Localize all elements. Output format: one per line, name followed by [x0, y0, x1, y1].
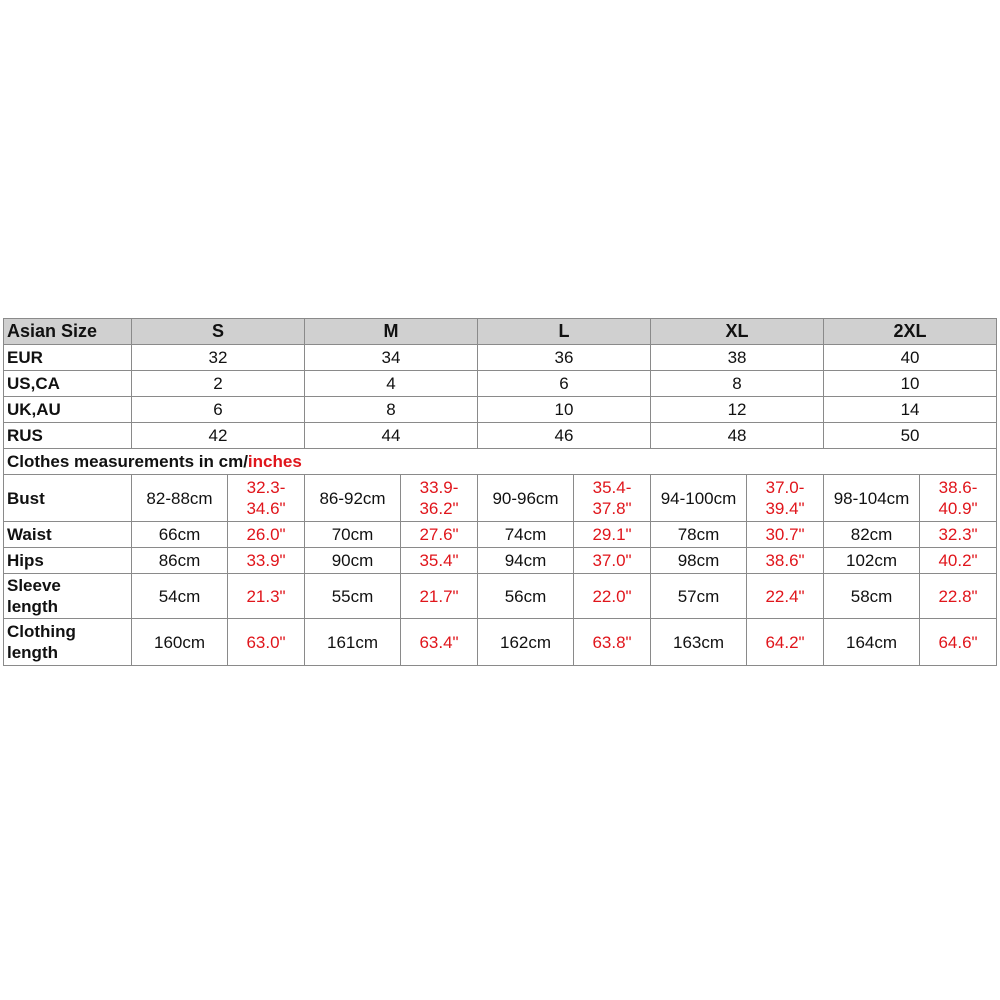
table-cell: 10 — [478, 397, 651, 423]
cm-cell: 57cm — [651, 574, 747, 619]
inch-cell: 22.8" — [920, 574, 997, 619]
cm-cell: 98cm — [651, 548, 747, 574]
measurement-row-hips — [4, 548, 997, 574]
conversion-row — [4, 423, 997, 449]
cm-cell: 94cm — [478, 548, 574, 574]
size-chart-table — [3, 318, 997, 666]
cm-cell: 160cm — [132, 619, 228, 666]
cm-cell: 70cm — [305, 522, 401, 548]
cm-cell: 163cm — [651, 619, 747, 666]
inch-cell: 32.3" — [920, 522, 997, 548]
row-label: EUR — [4, 345, 132, 371]
cm-cell: 90cm — [305, 548, 401, 574]
inch-cell: 30.7" — [747, 522, 824, 548]
cm-cell: 58cm — [824, 574, 920, 619]
inch-line: 35.4- — [592, 478, 632, 497]
table-cell: 14 — [824, 397, 997, 423]
inch-line: 39.4" — [765, 499, 805, 518]
cm-cell: 164cm — [824, 619, 920, 666]
row-label-line: length — [7, 597, 58, 616]
table-cell: 32 — [132, 345, 305, 371]
row-label — [4, 619, 132, 666]
measurement-row-sleeve-length — [4, 574, 997, 619]
cm-cell: 161cm — [305, 619, 401, 666]
inch-cell: 27.6" — [401, 522, 478, 548]
inch-cell: 22.4" — [747, 574, 824, 619]
row-label: UK,AU — [4, 397, 132, 423]
size-header-cell: XL — [651, 319, 824, 345]
row-label: Waist — [4, 522, 132, 548]
inch-cell: 21.3" — [228, 574, 305, 619]
table-cell: 12 — [651, 397, 824, 423]
cm-cell: 54cm — [132, 574, 228, 619]
inch-cell: 29.1" — [574, 522, 651, 548]
inch-cell — [747, 475, 824, 522]
cm-cell: 78cm — [651, 522, 747, 548]
inch-line: 32.3- — [246, 478, 286, 497]
section-heading-accent: inches — [247, 452, 302, 471]
size-header-cell: 2XL — [824, 319, 997, 345]
row-label: Asian Size — [4, 319, 132, 345]
inch-cell: 63.8" — [574, 619, 651, 666]
inch-cell: 35.4" — [401, 548, 478, 574]
inch-cell: 37.0" — [574, 548, 651, 574]
table-cell: 46 — [478, 423, 651, 449]
table-cell: 4 — [305, 371, 478, 397]
inch-line: 37.8" — [592, 499, 632, 518]
cm-cell: 74cm — [478, 522, 574, 548]
conversion-row — [4, 397, 997, 423]
size-header-cell: M — [305, 319, 478, 345]
section-heading-text: Clothes measurements in cm/ — [7, 452, 248, 471]
cm-cell: 56cm — [478, 574, 574, 619]
table-cell: 42 — [132, 423, 305, 449]
inch-cell — [401, 475, 478, 522]
cm-cell: 90-96cm — [478, 475, 574, 522]
inch-cell: 26.0" — [228, 522, 305, 548]
row-label — [4, 574, 132, 619]
inch-cell — [574, 475, 651, 522]
inch-cell — [920, 475, 997, 522]
size-header-cell: S — [132, 319, 305, 345]
section-heading — [4, 449, 997, 475]
inch-line: 36.2" — [419, 499, 459, 518]
cm-cell: 66cm — [132, 522, 228, 548]
cm-cell: 94-100cm — [651, 475, 747, 522]
inch-cell: 64.6" — [920, 619, 997, 666]
inch-cell: 38.6" — [747, 548, 824, 574]
row-label-line: Sleeve — [7, 576, 61, 595]
inch-line: 33.9- — [419, 478, 459, 497]
table-cell: 48 — [651, 423, 824, 449]
table-cell: 50 — [824, 423, 997, 449]
table-cell: 40 — [824, 345, 997, 371]
table-cell: 44 — [305, 423, 478, 449]
row-label-line: Clothing — [7, 622, 76, 641]
inch-line: 37.0- — [765, 478, 805, 497]
inch-cell: 33.9" — [228, 548, 305, 574]
cm-cell: 102cm — [824, 548, 920, 574]
measurement-row-clothing-length — [4, 619, 997, 666]
conversion-row — [4, 345, 997, 371]
table-cell: 8 — [651, 371, 824, 397]
inch-cell — [228, 475, 305, 522]
table-cell: 34 — [305, 345, 478, 371]
cm-cell: 86cm — [132, 548, 228, 574]
row-label: Hips — [4, 548, 132, 574]
size-header-cell: L — [478, 319, 651, 345]
table-cell: 6 — [478, 371, 651, 397]
cm-cell: 82cm — [824, 522, 920, 548]
inch-cell: 64.2" — [747, 619, 824, 666]
section-heading-row — [4, 449, 997, 475]
row-label: US,CA — [4, 371, 132, 397]
measurement-row-waist — [4, 522, 997, 548]
table-cell: 38 — [651, 345, 824, 371]
inch-line: 34.6" — [246, 499, 286, 518]
row-label: Bust — [4, 475, 132, 522]
cm-cell: 82-88cm — [132, 475, 228, 522]
cm-cell: 55cm — [305, 574, 401, 619]
inch-cell: 22.0" — [574, 574, 651, 619]
table-cell: 2 — [132, 371, 305, 397]
table-cell: 6 — [132, 397, 305, 423]
row-label: RUS — [4, 423, 132, 449]
header-row — [4, 319, 997, 345]
table-cell: 8 — [305, 397, 478, 423]
cm-cell: 86-92cm — [305, 475, 401, 522]
inch-cell: 21.7" — [401, 574, 478, 619]
inch-cell: 40.2" — [920, 548, 997, 574]
inch-line: 38.6- — [938, 478, 978, 497]
conversion-row — [4, 371, 997, 397]
table-cell: 36 — [478, 345, 651, 371]
cm-cell: 98-104cm — [824, 475, 920, 522]
inch-cell: 63.4" — [401, 619, 478, 666]
inch-cell: 63.0" — [228, 619, 305, 666]
measurement-row-bust — [4, 475, 997, 522]
cm-cell: 162cm — [478, 619, 574, 666]
table-cell: 10 — [824, 371, 997, 397]
inch-line: 40.9" — [938, 499, 978, 518]
row-label-line: length — [7, 643, 58, 662]
